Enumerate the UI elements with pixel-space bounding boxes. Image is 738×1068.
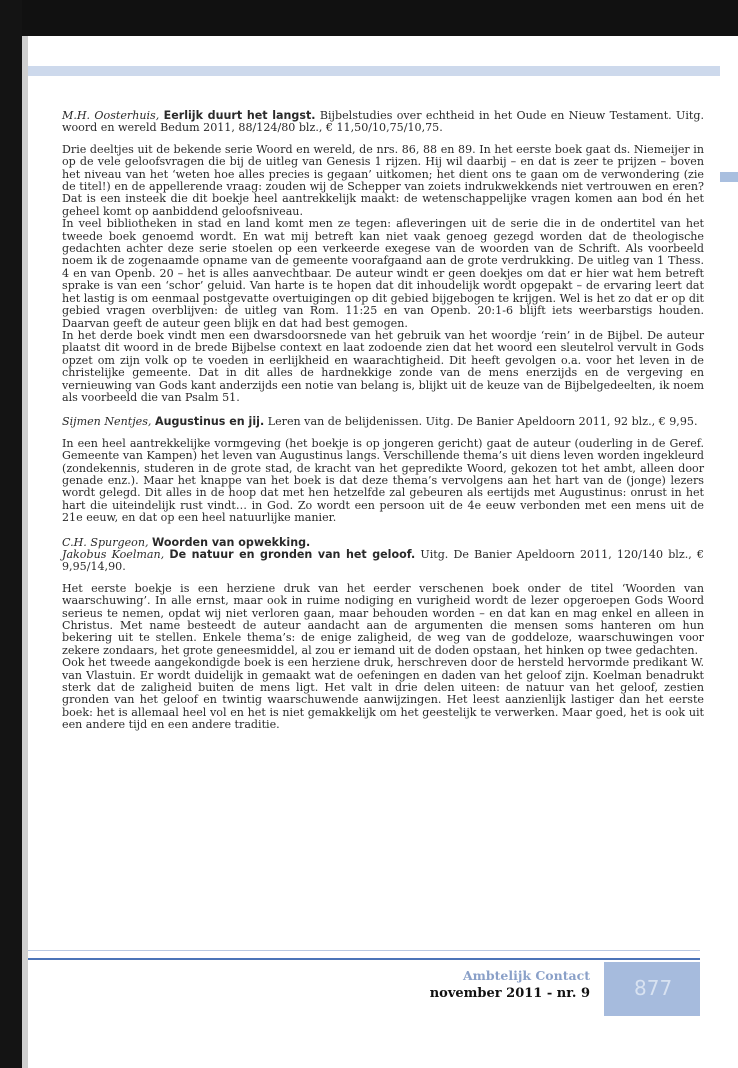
scan-edge	[22, 36, 28, 1068]
review-2-title: Augustinus en jij.	[154, 415, 265, 429]
review-3-citation-line-2	[62, 549, 704, 574]
magazine-name: Ambtelijk Contact	[462, 968, 590, 983]
scan-border-left	[0, 0, 22, 1068]
footer-rule	[28, 958, 700, 960]
review-3-author-2: Jakobus Koelman,	[62, 548, 165, 561]
review-1-author: M.H. Oosterhuis,	[62, 109, 160, 122]
review-2-paragraph-1: In een heel aantrekkelijke vormgeving (het boekje is op jongeren gericht) gaat de auteur (ouderling in de Geref. Gemeente van Kampen) het leven van Augustinus langs. Verschillende thema’s uit diens leven worden ingekleurd (zondekennis, studeren in de grote stad, de kracht van het gepredikte Woord, gekozen tot het ambt, alleen door genade enz.). Maar het knappe van het boek is dat deze thema’s vervolgens aan het hart van de (jonge) lezers wordt gelegd. Dit alles in de hoop dat met hen hetzelfde zal gebeuren als eertijds met Augustinus: onrust in het hart die uiteindelijk rust vindt… in God. Zo wordt een persoon uit de 4e eeuw verbonden met een mens uit de 21e eeuw, en dat op een heel natuurlijke manier.	[62, 436, 704, 525]
review-1	[62, 110, 704, 404]
review-1-paragraph-1: Drie deeltjes uit de bekende serie Woord en wereld, de nrs. 86, 88 en 89. In het eerste boek gaat ds. Niemeijer in op de vele geloofsvragen die bij de uitleg van Genesis 1 rijzen. Hij wil daarbij – en dat is zeer te prijzen – boven het niveau van het ‘weten hoe alles precies is gegaan’ uitkomen; het dient ons te gaan om de verwondering (zie de titel!) en de appellerende vraag: zouden wij de Schepper van zoiets indrukwekkends niet vertrouwen en eren? Dat is een insteek die dit boekje heel aantrekkelijk maakt: de wetenschappelijke vragen komen aan bod én het geheel komt op aanbiddend geloofsniveau.	[62, 142, 704, 218]
review-3-author-1: C.H. Spurgeon,	[62, 535, 149, 549]
review-column	[62, 110, 704, 744]
review-3-title-1: Woorden van opwekking.	[152, 535, 311, 549]
review-1-citation	[62, 110, 704, 135]
review-3	[62, 537, 704, 732]
issue-label: november 2011 - nr. 9	[429, 986, 590, 1001]
review-1-title: Eerlijk duurt het langst.	[163, 109, 316, 122]
header-band	[28, 66, 720, 76]
footer-rule-light	[28, 950, 700, 951]
review-2	[62, 416, 704, 524]
review-3-details: Uitg. De Banier Apeldoorn 2011, 120/140 blz., € 9,95/14,90.	[62, 548, 704, 574]
review-2-citation	[62, 416, 704, 428]
review-3-paragraph-1: Het eerste boekje is een herziene druk van het eerder verschenen boek onder de titel ‘Woorden van waarschuwing’. In alle ernst, maar ook in ruime nodiging en vurigheid wordt de lezer opgeroepen Gods Woord serieus te nemen, opdat wij niet verloren gaan, maar behouden worden – en dat kan en mag enkel en alleen in Christus. Met name besteedt de auteur aandacht aan de argumenten die mensen soms hanteren om hun bekering uit te stellen. Enkele thema’s: de enige zaligheid, de weg van de goddeloze, waarschuwingen voor zekere zondaars, het grote geneesmiddel, al zou er iemand uit de doden opstaan, het hinken op twee gedachten.	[62, 581, 704, 657]
review-3-title-2: De natuur en gronden van het geloof.	[169, 548, 416, 561]
review-2-details: Leren van de belijdenissen. Uitg. De Banier Apeldoorn 2011, 92 blz., € 9,95.	[264, 415, 698, 429]
footer	[430, 968, 590, 1001]
review-3-paragraph-2: Ook het tweede aangekondigde boek is een herziene druk, herschreven door de hersteld hervormde predikant W. van Vlastuin. Er wordt duidelijk in gemaakt wat de oefeningen en daden van het geloof zijn. Koelman benadrukt sterk dat de zaligheid buiten de mens ligt. Het valt in drie delen uiteen: de natuur van het geloof, zestien gronden van het geloof en twintig waarschuwende aanwijzingen. Het leest aanzienlijk lastiger dan het eerste boek: het is allemaal heel vol en het is niet gemakkelijk om het geestelijk te verwerken. Maar goed, het is ook uit een andere tijd en een andere traditie.	[62, 656, 704, 732]
review-1-details: Bijbelstudies over echtheid in het Oude en Nieuw Testament. Uitg. woord en wereld Bedum 2011, 88/124/80 blz., € 11,50/10,75/10,75.	[62, 109, 704, 135]
side-tab	[720, 172, 738, 182]
review-1-paragraph-3: In het derde boek vindt men een dwarsdoorsnede van het gebruik van het woordje ‘rein’ in de Bijbel. De auteur plaatst dit woord in de brede Bijbelse context en laat zodoende zien dat het woord een sleutelrol vervult in Gods opzet om zijn volk op te voeden in eerlijkheid en waarachtigheid. Dit heeft gevolgen o.a. voor het leven in de christelijke gemeente. Dat in dit alles de hardnekkige zonde van de mens enerzijds en de vergeving en vernieuwing van Gods kant anderzijds een notie van belang is, blijkt uit de keuze van de Bijbelgedeelten, ik noem als voorbeeld die van Psalm 51.	[62, 328, 704, 404]
scan-border-top	[0, 0, 738, 36]
review-2-author: Sijmen Nentjes,	[62, 415, 152, 429]
page-number: 877	[634, 976, 673, 1000]
review-1-paragraph-2: In veel bibliotheken in stad en land komt men ze tegen: afleveringen uit de serie die in de ondertitel van het tweede boek genoemd wordt. En wat mij betreft kan niet vaak genoeg gezegd worden dat de theologische gedachten achter deze serie stoelen op een verkeerde exegese van de woorden van de Schrift. Als voorbeeld noem ik de zogenaamde opname van de gemeente voorafgaand aan de grote verdrukking. De uitleg van 1 Thess. 4 en van Openb. 20 – het is alles aanvechtbaar. De auteur windt er geen doekjes om dat er hier wat hem betreft sprake is van een ‘schor’ geluid. Van harte is te hopen dat dit inhoudelijk wordt opgepakt – de ervaring leert dat het lastig is om eenmaal postgevatte overtuigingen op dit gebied bijgebogen te krijgen. Wel is het zo dat er op dit gebied vragen overblijven: de uitleg van Rom. 11:25 en van Openb. 20:1-6 blijft iets weerbarstigs houden. Daarvan geeft de auteur geen blijk en dat had best gemogen.	[62, 217, 704, 330]
